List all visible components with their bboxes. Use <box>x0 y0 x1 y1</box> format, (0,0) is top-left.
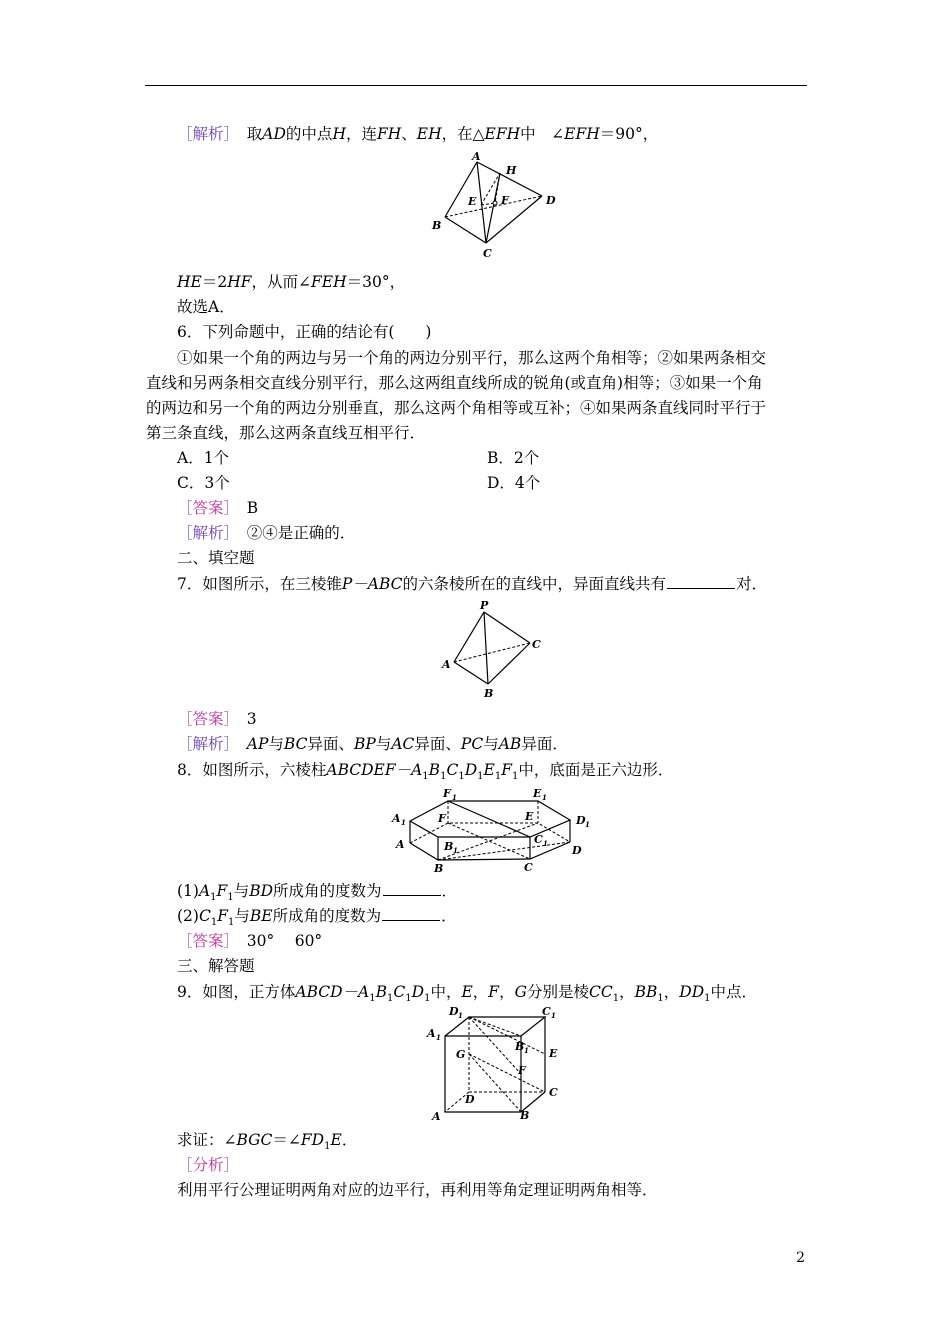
label-E: E <box>525 810 534 823</box>
label-B1: B <box>515 1040 525 1053</box>
hexagonal-prism-figure-q8 <box>388 786 598 878</box>
q9-analysis-tag <box>177 1155 239 1175</box>
label-G: G <box>456 1048 466 1061</box>
q6-body-line1: ①如果一个角的两边与另一个角的两边分别平行，那么这两个角相等；②如果两条相交 <box>177 349 767 367</box>
label-B: B <box>432 219 442 232</box>
label-A: A <box>396 838 405 851</box>
q7-stem: 7．如图所示，在三棱锥P－ABC的六条棱所在的直线中，异面直线共有 对． <box>177 575 768 593</box>
q6-body-line4: 第三条直线，那么这两条直线互相平行． <box>146 424 426 442</box>
answer-tag: ［答案］ <box>177 710 232 728</box>
page-number: 2 <box>796 1250 805 1266</box>
answer-tag: ［答案］ <box>177 932 232 950</box>
label-B1: B <box>444 840 454 853</box>
answer-blank <box>382 906 440 921</box>
analysis-tag: ［分析］ <box>177 1156 240 1174</box>
answer-blank <box>383 881 441 896</box>
label-C: C <box>549 1086 558 1099</box>
q8-stem: 8．如图所示，六棱柱$ABCDEF-A_1B_1C_1D_1E_1F_1$中，底面是正六边形． <box>177 761 674 782</box>
q7-analysis: ［解析］ AP与BC异面、BP与AC异面、PC与AB异面． <box>177 735 568 753</box>
q5-analysis-line2: HE＝2HF，从而∠FEH＝30°， <box>177 273 406 291</box>
section-solution: 三、解答题 <box>177 957 255 975</box>
label-C: C <box>524 861 533 874</box>
q6-body-line3: 的两边和另一个角的两边分别垂直，那么这两个角相等或互补；④如果两条直线同时平行于 <box>146 399 767 417</box>
analysis-tag: ［解析］ <box>177 125 232 143</box>
label-C1: C <box>534 833 543 846</box>
label-D: D <box>572 844 582 857</box>
label-B: B <box>434 862 444 874</box>
svg-text:1: 1 <box>585 820 590 829</box>
label-D1: D <box>449 1005 459 1018</box>
analysis-tag: ［解析］ <box>177 735 232 753</box>
svg-text:1: 1 <box>452 793 457 802</box>
label-C: C <box>483 247 492 260</box>
tetrahedron-figure-q5 <box>428 148 568 267</box>
label-C: C <box>532 638 541 651</box>
q6-body-line2: 直线和另两条相交直线分别平行，那么这两组直线所成的锐角(或直角)相等；③如果一个角 <box>146 374 763 392</box>
label-D: D <box>546 194 556 207</box>
q9-prove: 求证：$\angle BGC=\angle FD_1E$． <box>177 1131 358 1152</box>
label-B: B <box>520 1109 530 1122</box>
q8-sub2: $(2)C_1F_1$与BE所成角的度数为 ． <box>177 907 457 928</box>
answer-blank <box>667 574 735 589</box>
label-F: F <box>501 194 509 207</box>
label-F: F <box>518 1064 526 1077</box>
svg-text:1: 1 <box>453 846 458 855</box>
label-H: H <box>506 164 517 177</box>
label-A1: A <box>427 1027 436 1040</box>
label-B: B <box>484 687 494 700</box>
svg-text:1: 1 <box>551 1011 556 1020</box>
label-P: P <box>480 599 489 612</box>
label-A: A <box>472 150 481 163</box>
label-E1: E <box>533 787 542 800</box>
pyramid-figure-q7 <box>436 596 546 705</box>
q7-answer: ［答案］ 3 <box>177 710 257 728</box>
q6-stem: 6．下列命题中，正确的结论有( ) <box>177 323 432 341</box>
label-D: D <box>465 1093 475 1106</box>
q6-analysis: ［解析］ ②④是正确的． <box>177 524 356 542</box>
q6-option-b: B．2个 <box>487 449 540 467</box>
q6-option-c: C．3个 <box>177 474 230 492</box>
svg-text:1: 1 <box>542 793 547 802</box>
q5-analysis-line1: ［解析］ 取AD的中点H，连FH、EH，在△EFH中 ∠EFH＝90°， <box>177 125 659 143</box>
label-E: E <box>468 195 477 208</box>
q9-analysis-text: 利用平行公理证明两角对应的边平行，再利用等角定理证明两角相等． <box>177 1181 658 1199</box>
q5-conclusion: 故选A． <box>177 298 235 316</box>
label-C1: C <box>542 1005 551 1018</box>
label-D1: D <box>576 814 586 827</box>
svg-text:1: 1 <box>524 1046 529 1055</box>
q9-stem: 9．如图，正方体$ABCD-A_1B_1C_1D_1$中，E，F，G分别是棱$CC_1$，$BB_1$，$DD_1$中点． <box>177 983 758 1004</box>
section-fill-in: 二、填空题 <box>177 549 255 567</box>
label-F: F <box>438 812 446 825</box>
q6-option-d: D．4个 <box>487 474 541 492</box>
svg-text:1: 1 <box>436 1033 441 1042</box>
svg-text:1: 1 <box>401 818 406 827</box>
label-A: A <box>442 658 451 671</box>
q8-sub1: $(1)A_1F_1$与BD所成角的度数为 ． <box>177 882 458 903</box>
svg-text:1: 1 <box>543 839 548 848</box>
svg-text:1: 1 <box>458 1011 463 1020</box>
header-rule <box>145 85 807 86</box>
cube-figure-q9 <box>425 1004 565 1130</box>
q6-answer: ［答案］ B <box>177 499 259 517</box>
q8-answer: ［答案］ 30° 60° <box>177 932 323 950</box>
label-A: A <box>432 1110 441 1123</box>
label-F1: F <box>443 787 451 800</box>
analysis-tag: ［解析］ <box>177 524 232 542</box>
q6-option-a: A．1个 <box>177 449 230 467</box>
label-E: E <box>549 1047 558 1060</box>
label-A1: A <box>392 812 401 825</box>
answer-tag: ［答案］ <box>177 499 232 517</box>
